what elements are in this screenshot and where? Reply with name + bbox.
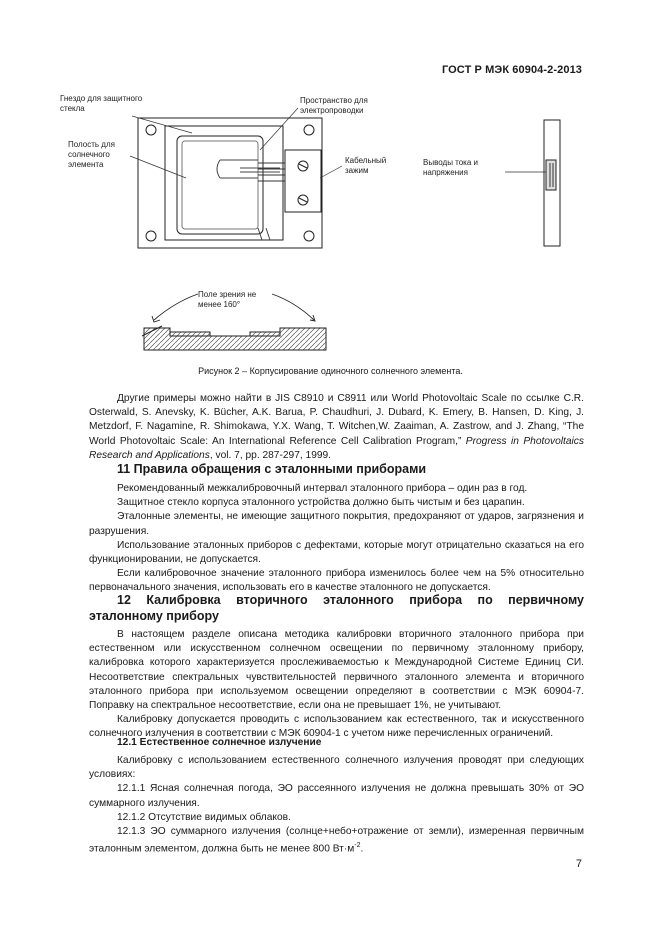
page-number: 7 — [575, 858, 582, 870]
label-field-of-view: Поле зрения не менее 160° — [198, 290, 257, 309]
section-12-1-body: Калибровку с использованием естественного солнечного излучения проводят при следующих условиях: 12.1.1 Ясная солнечная погода, ЭО рассеянного излучения не должна превышать 30% от ЭО суммарного излучения. 12.1.2 Отсутствие видимых облаков. 12.1.3 ЭО суммарного излучения (солнце+небо+отражение от земли), измеренная первичным эталонным элементом, должна быть не менее 800 $Вт\cdot м^{-2}$. — [89, 754, 584, 857]
label-cover-glass-socket: Гнездо для защитного стекла — [60, 94, 143, 113]
side-view — [544, 120, 560, 246]
standard-id: ГОСТ Р МЭК 60904-2-2013 — [441, 64, 582, 76]
section-11-body: Рекомендованный межкалибровочный интервал эталонного прибора – один раз в год. Защитное стекло корпуса эталонного устройства должно быть чистым и без царапин. Эталонные элементы, не имеющие защитного покрытия, предохраняют от ударов, загрязнения и разрушения. Использование эталонных приборов с дефектами, которые могут отрицательно сказаться на его функционировании, не допускается. Если калибровочное значение эталонного прибора изменилось более чем на 5% относительно первоначального значения, использовать его в качестве эталонного не допускается. — [89, 483, 584, 594]
figure-caption: Рисунок 2 – Корпусирование одиночного солнечного элемента. — [198, 366, 463, 376]
item-12-1-3: 12.1.3 ЭО суммарного излучения (солнце+небо+отражение от земли), измеренная первичным эталонным элементом, должна быть не менее 800 $Вт\cdot м^{-2}$. — [89, 826, 584, 855]
references-paragraph: Другие примеры можно найти в JIS C8910 и C8911 или World Photovoltaic Scale по ссылке C.R. Osterwald, S. Anevsky, K. Bücher, A.K. Barua, P. Chaudhuri, J. Dubard, K. Emery, B. Hansen, D. King, J. Metzdorf, F. Nagamine, R. Shimokawa, Y.X. Wang, T. Witchen,W. Zaaiman, A. Zastrow, and J. Zhang, “The World Photovoltaic Scale: An International Reference Cell Calibration Program,” Progress in Photovoltaics Research and Applications, vol. 7, pp. 287-297, 1999. — [89, 393, 584, 461]
section-11-heading: 11 Правила обращения с эталонными приборами — [117, 462, 427, 476]
section-12-body: В настоящем разделе описана методика калибровки вторичного эталонного прибора при естественном или искусственном солнечном освещении по первичному эталонному прибору, калибровка которого характеризуется прослеживаемостью к Международной Системе Единиц СИ. Несоответствие спектральных чувствительностей первичного эталонного элемента и вторичного эталонного прибора при используемом освещении определяют в соответствии с МЭК 60904-7. Поправку на спектральное несоответствие, если она не превышает 1%, не учитывают. Калибровку допускается проводить с использованием как естественного, так и искусственного солнечного излучения в соответствии с МЭК 60904-1 с учетом ниже перечисленных ограничений. — [89, 629, 584, 740]
label-current-voltage-leads: Выводы тока и напряжения — [423, 158, 478, 177]
section-12-1-heading: 12.1 Естественное солнечное излучение — [117, 737, 322, 748]
figure-2 — [60, 88, 590, 378]
label-wiring-space: Пространство для электропроводки — [300, 96, 368, 115]
section-12-heading: 12 Калибровка вторичного эталонного прибора по первичному эталонному прибору — [89, 593, 584, 623]
label-solar-cell-cavity: Полость для солнечного элемента — [68, 140, 115, 169]
solar-cell-package-drawing — [80, 88, 590, 378]
top-view — [138, 118, 322, 248]
label-cable-clamp: Кабельный зажим — [345, 156, 387, 175]
